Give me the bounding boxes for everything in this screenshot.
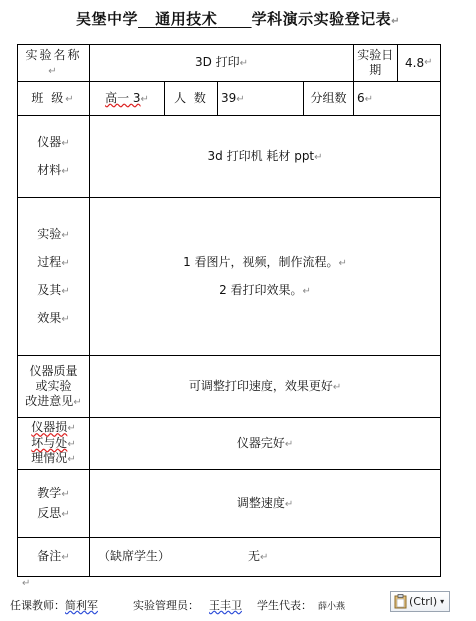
paste-options-label: (Ctrl) <box>409 595 438 608</box>
table-row <box>18 356 441 418</box>
experiment-date-cell <box>354 45 441 82</box>
registration-table <box>17 44 441 577</box>
feedback-value[interactable]: 可调整打印速度，效果更好↵ <box>90 356 441 418</box>
paragraph-mark: ↵ <box>22 578 31 589</box>
manager-label: 实验管理员： <box>133 599 199 612</box>
experiment-name-label: 实验名称↵ <box>18 45 90 82</box>
student-rep-label: 学生代表： <box>257 599 312 612</box>
manager-name: 王丰卫 <box>209 599 242 612</box>
reflection-value[interactable]: 调整速度↵ <box>90 470 441 538</box>
table-row <box>18 418 441 470</box>
class-label: 班 级↵ <box>18 82 90 116</box>
process-label: 实验↵ 过程↵ 及其↵ 效果↵ <box>18 198 90 356</box>
absent-students-value: 无 <box>248 549 261 564</box>
signature-line <box>10 597 345 613</box>
feedback-label: 仪器质量 或实验 改进意见↵ <box>18 356 90 418</box>
teacher-name: 简利军 <box>65 599 98 612</box>
remarks-label: 备注↵ <box>18 538 90 577</box>
student-count-value[interactable]: 39↵ <box>218 82 304 116</box>
group-count-value[interactable]: 6↵ <box>354 82 441 116</box>
document-title: 吴堡中学 通用技术 学科演示实验登记表↵ <box>76 10 400 28</box>
student-count-label: 人 数 <box>165 82 218 116</box>
table-row <box>18 45 441 82</box>
damage-label: 仪器损↵ 坏与处↵ 理情况↵ <box>18 418 90 470</box>
process-value[interactable]: 1 看图片，视频，制作流程。↵ 2 看打印效果。↵ <box>90 198 441 356</box>
equipment-label: 仪器↵ 材料↵ <box>18 116 90 198</box>
equipment-value[interactable]: 3d 打印机 耗材 ppt↵ <box>90 116 441 198</box>
class-value[interactable]: 高一 3↵ <box>90 82 165 116</box>
experiment-date-label: 实验日期 <box>354 45 398 81</box>
table-row <box>18 116 441 198</box>
damage-value[interactable]: 仪器完好↵ <box>90 418 441 470</box>
student-rep-name: 薛小燕 <box>318 602 346 612</box>
group-count-label: 分组数 <box>304 82 354 116</box>
chevron-down-icon: ▾ <box>440 597 445 606</box>
clipboard-icon <box>394 594 407 609</box>
absent-students-label: （缺席学生） <box>98 549 171 564</box>
teacher-label: 任课教师： <box>10 599 65 612</box>
remarks-value[interactable]: （缺席学生） 无↵ <box>90 538 441 577</box>
subject-name: 通用技术 <box>155 10 218 28</box>
experiment-name-value[interactable]: 3D 打印↵ <box>90 45 354 82</box>
table-row <box>18 470 441 538</box>
table-row <box>18 82 441 116</box>
table-row <box>18 198 441 356</box>
title-rest: 学科演示实验登记表 <box>251 10 392 28</box>
experiment-date-value[interactable]: 4.8 ↵ <box>405 55 433 70</box>
school-name: 吴堡中学 <box>76 10 139 28</box>
paste-options-button[interactable] <box>390 591 450 612</box>
table-row <box>18 538 441 577</box>
reflection-label: 教学↵ 反思↵ <box>18 470 90 538</box>
